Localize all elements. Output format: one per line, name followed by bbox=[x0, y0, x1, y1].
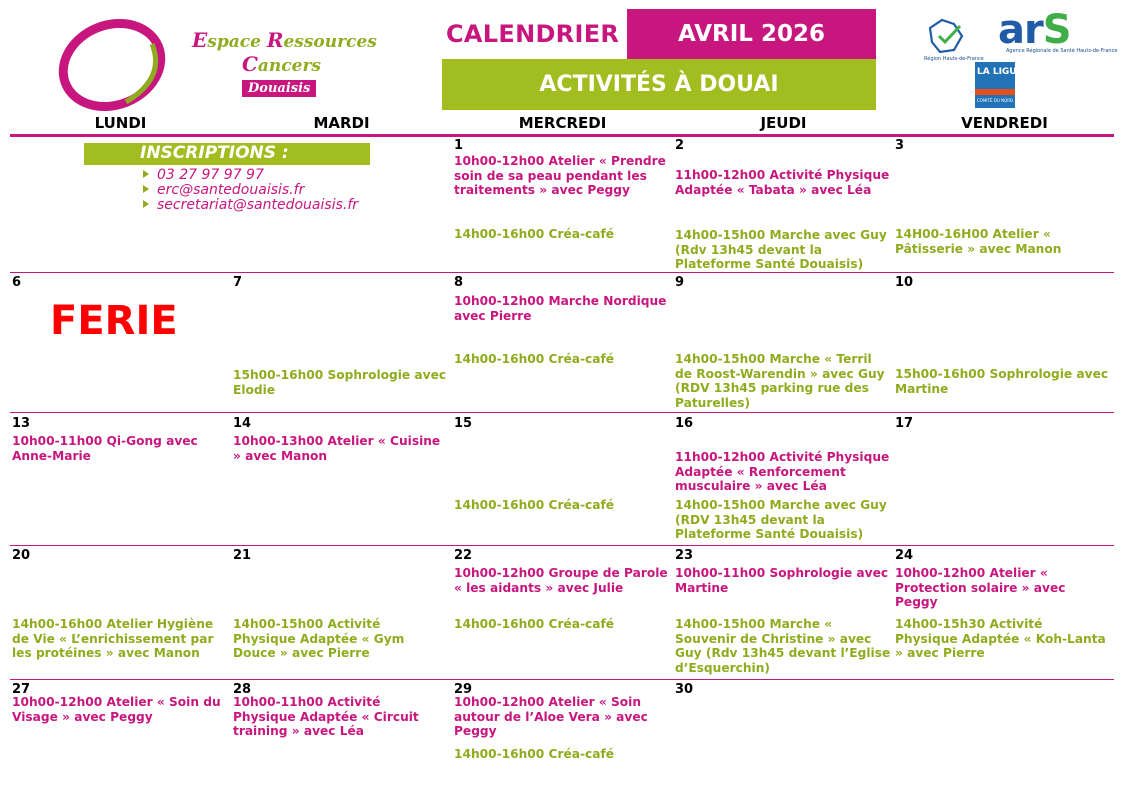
day-number: 22 bbox=[454, 548, 473, 563]
holiday-label: FERIE bbox=[50, 298, 178, 344]
event-entry[interactable]: 10h00-13h00 Atelier « Cuisine » avec Manon bbox=[233, 434, 441, 463]
event-entry[interactable]: 14h00-15h00 Marche avec Guy (Rdv 13h45 devant la Plateforme Santé Douaisis) bbox=[675, 228, 887, 272]
event-entry[interactable]: 10h00-11h00 Qi-Gong avec Anne-Marie bbox=[12, 434, 198, 463]
ligue-contre-cancer-logo bbox=[975, 62, 1023, 108]
week-divider bbox=[10, 412, 1114, 413]
event-entry[interactable]: 14h00-15h00 Marche avec Guy (RDV 13h45 devant la Plateforme Santé Douaisis) bbox=[675, 498, 887, 542]
event-entry[interactable]: 10h00-11h00 Activité Physique Adaptée « Circuit training » avec Léa bbox=[233, 695, 419, 739]
event-entry[interactable]: 14h00-16h00 Atelier Hygiène de Vie « L’enrichissement par les protéines » avec Manon bbox=[12, 617, 214, 661]
espace-ressources-cancers-logo bbox=[50, 12, 380, 112]
event-entry[interactable]: 14h00-16h00 Créa-café bbox=[454, 617, 615, 631]
week-divider bbox=[10, 679, 1114, 680]
logo-text-line1: Espace Ressources bbox=[192, 28, 377, 52]
contact-email[interactable]: erc@santedouaisis.fr bbox=[143, 182, 304, 198]
event-entry[interactable]: 10h00-12h00 Atelier « Soin autour de l’Aloe Vera » avec Peggy bbox=[454, 695, 648, 739]
region-caption: Région Hauts-de-France bbox=[924, 56, 984, 62]
contact-email[interactable]: secretariat@santedouaisis.fr bbox=[143, 197, 358, 213]
event-entry[interactable]: 11h00-12h00 Activité Physique Adaptée « Renforcement musculaire » avec Léa bbox=[675, 450, 890, 494]
region-heart-icon bbox=[924, 16, 974, 56]
week-divider bbox=[10, 545, 1114, 546]
day-number: 30 bbox=[675, 682, 694, 697]
ars-logo bbox=[996, 7, 1118, 62]
event-entry[interactable]: 14h00-16h00 Créa-café bbox=[454, 352, 615, 366]
event-entry[interactable]: 10h00-12h00 Atelier « Soin du Visage » avec Peggy bbox=[12, 695, 221, 724]
event-entry[interactable]: 14h00-16h00 Créa-café bbox=[454, 747, 615, 761]
calendar-label: CALENDRIER bbox=[446, 20, 620, 48]
event-entry[interactable]: 14h00-15h30 Activité Physique Adaptée « Koh-Lanta » avec Pierre bbox=[895, 617, 1106, 661]
event-entry[interactable]: 14h00-15h00 Activité Physique Adaptée « Gym Douce » avec Pierre bbox=[233, 617, 405, 661]
event-entry[interactable]: 14h00-16h00 Créa-café bbox=[454, 498, 615, 512]
event-entry[interactable]: 10h00-11h00 Sophrologie avec Martine bbox=[675, 566, 889, 595]
bullet-icon bbox=[143, 200, 149, 208]
event-entry[interactable]: 14h00-15h00 Marche « Souvenir de Christine » avec Guy (Rdv 13h45 devant l’Eglise d’Esquerchin) bbox=[675, 617, 891, 675]
day-number: 16 bbox=[675, 416, 694, 431]
day-number: 3 bbox=[895, 138, 905, 153]
day-header-vendredi: VENDREDI bbox=[961, 114, 1048, 132]
day-number: 7 bbox=[233, 275, 243, 290]
ligue-name: LA LIGUE bbox=[977, 67, 1023, 77]
day-number: 28 bbox=[233, 682, 252, 697]
day-header-mardi: MARDI bbox=[313, 114, 370, 132]
event-entry[interactable]: 11h00-12h00 Activité Physique Adaptée « Tabata » avec Léa bbox=[675, 168, 890, 197]
bullet-icon bbox=[143, 170, 149, 178]
contact-phone[interactable]: 03 27 97 97 97 bbox=[143, 167, 264, 183]
week-divider bbox=[10, 272, 1114, 273]
activities-title: ACTIVITÉS À DOUAI bbox=[442, 59, 876, 110]
logo-badge: Douaisis bbox=[242, 80, 316, 97]
header-rule bbox=[10, 134, 1114, 137]
inscriptions-title: INSCRIPTIONS : bbox=[140, 143, 289, 163]
day-number: 9 bbox=[675, 275, 685, 290]
ars-wordmark: arS bbox=[998, 7, 1071, 53]
day-number: 17 bbox=[895, 416, 914, 431]
bullet-icon bbox=[143, 185, 149, 193]
day-number: 13 bbox=[12, 416, 31, 431]
day-number: 15 bbox=[454, 416, 473, 431]
event-entry[interactable]: 15h00-16h00 Sophrologie avec Elodie bbox=[233, 368, 447, 397]
day-number: 20 bbox=[12, 548, 31, 563]
ligue-caption: COMITÉ DU NORD bbox=[977, 98, 1014, 103]
day-number: 10 bbox=[895, 275, 914, 290]
swoosh-logo-icon bbox=[56, 16, 168, 114]
event-entry[interactable]: 15h00-16h00 Sophrologie avec Martine bbox=[895, 367, 1109, 396]
event-entry[interactable]: 10h00-12h00 Groupe de Parole « les aidants » avec Julie bbox=[454, 566, 668, 595]
event-entry[interactable]: 10h00-12h00 Atelier « Protection solaire » avec Peggy bbox=[895, 566, 1066, 610]
ars-caption: Agence Régionale de Santé Hauts-de-France bbox=[1006, 48, 1118, 54]
day-number: 24 bbox=[895, 548, 914, 563]
day-header-lundi: LUNDI bbox=[94, 114, 147, 132]
month-title: AVRIL 2026 bbox=[627, 9, 876, 59]
day-header-mercredi: MERCREDI bbox=[518, 114, 607, 132]
day-number: 27 bbox=[12, 682, 31, 697]
day-number: 1 bbox=[454, 138, 464, 153]
day-number: 21 bbox=[233, 548, 252, 563]
day-number: 23 bbox=[675, 548, 694, 563]
logo-text-line2: Cancers bbox=[242, 52, 321, 76]
day-number: 2 bbox=[675, 138, 685, 153]
event-entry[interactable]: 14H00-16H00 Atelier « Pâtisserie » avec Manon bbox=[895, 227, 1062, 256]
day-number: 14 bbox=[233, 416, 252, 431]
day-number: 8 bbox=[454, 275, 464, 290]
event-entry[interactable]: 10h00-12h00 Marche Nordique avec Pierre bbox=[454, 294, 667, 323]
ligue-sub-band bbox=[975, 89, 1015, 95]
event-entry[interactable]: 14h00-16h00 Créa-café bbox=[454, 227, 615, 241]
day-header-jeudi: JEUDI bbox=[760, 114, 807, 132]
day-number: 6 bbox=[12, 275, 22, 290]
day-number: 29 bbox=[454, 682, 473, 697]
region-hauts-de-france-logo bbox=[924, 16, 984, 68]
event-entry[interactable]: 14h00-15h00 Marche « Terril de Roost-Warendin » avec Guy (RDV 13h45 parking rue des Paturelles) bbox=[675, 352, 885, 410]
event-entry[interactable]: 10h00-12h00 Atelier « Prendre soin de sa peau pendant les traitements » avec Peggy bbox=[454, 154, 666, 198]
